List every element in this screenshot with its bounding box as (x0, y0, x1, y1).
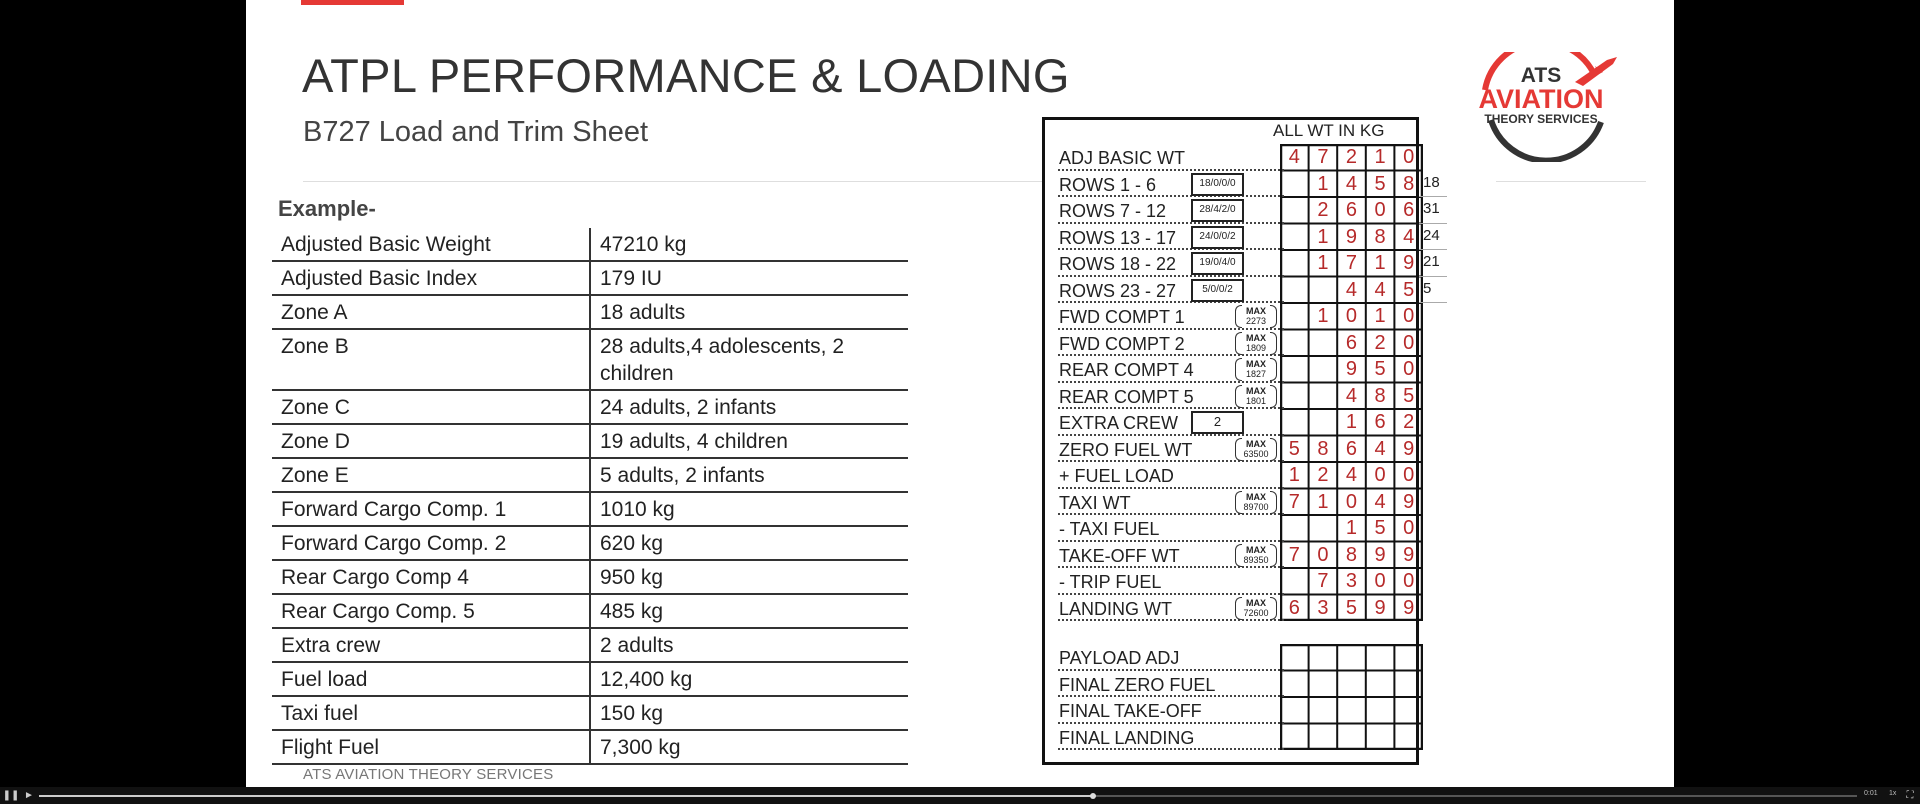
table-row (272, 595, 908, 629)
value-cell: 19 adults, 4 children (589, 425, 908, 457)
digit-cell: 4 (1288, 146, 1300, 168)
presentation-slide (246, 0, 1674, 787)
parameter-cell: Forward Cargo Comp. 2 (281, 532, 507, 555)
final-row (1045, 724, 1416, 751)
table-row (272, 731, 908, 765)
digit-cells (1280, 515, 1423, 542)
value-cell: 950 kg (589, 561, 908, 593)
digit-cell (1280, 303, 1309, 330)
digit-cell: 6 (1345, 437, 1358, 460)
table-row (272, 561, 908, 595)
parameter-cell: Fuel load (281, 668, 368, 691)
dotted-leader (1058, 748, 1284, 750)
digit-cell: 7 (1288, 490, 1300, 513)
logo-theory-services-text: THEORY SERVICES (1484, 112, 1598, 126)
digit-cell (1280, 383, 1309, 410)
max-word: MAX (1246, 491, 1266, 502)
parameter-cell: Taxi fuel (281, 702, 359, 725)
row-label: FINAL TAKE-OFF (1059, 701, 1202, 721)
digit-cell (1280, 568, 1309, 595)
digit-cell: 0 (1403, 358, 1415, 380)
value-cell: 620 kg (589, 527, 908, 559)
digit-cells (1280, 568, 1423, 595)
digit-cell: 1 (1288, 464, 1300, 486)
slide-subtitle: B727 Load and Trim Sheet (303, 116, 649, 148)
side-note-rule (1419, 276, 1447, 277)
row-label: REAR COMPT 4 (1059, 360, 1194, 380)
digit-cell: 9 (1403, 543, 1415, 566)
parameter-cell: Adjusted Basic Weight (281, 233, 491, 256)
digit-cell: 0 (1374, 464, 1386, 486)
load-sheet-row (1045, 542, 1416, 569)
digit-cell (1280, 171, 1309, 198)
row-label: ADJ BASIC WT (1059, 148, 1186, 168)
digit-cell: 9 (1374, 596, 1386, 619)
max-limit-badge (1235, 304, 1277, 329)
max-word: MAX (1246, 438, 1266, 449)
digit-cell (1309, 383, 1338, 410)
digit-cell (1309, 409, 1338, 436)
digit-cells (1280, 462, 1423, 489)
digit-cell: 1 (1374, 146, 1386, 168)
max-word: MAX (1246, 306, 1266, 316)
digit-cell: 7 (1345, 252, 1358, 274)
row-label: TAXI WT (1059, 492, 1131, 513)
value-cell: 28 adults,4 adolescents, 2 children (589, 330, 908, 389)
table-row (272, 425, 908, 459)
table-row (272, 527, 908, 561)
side-note: 5 (1423, 279, 1432, 297)
passenger-count-box: 5/0/0/2 (1191, 279, 1244, 302)
row-label: ROWS 18 - 22 (1059, 254, 1177, 274)
load-sheet-row (1045, 409, 1416, 436)
digit-cells (1280, 595, 1423, 622)
row-label: ROWS 1 - 6 (1059, 174, 1157, 195)
table-row (272, 459, 908, 493)
parameter-cell: Zone E (281, 464, 349, 487)
digit-cell: 0 (1403, 517, 1415, 539)
row-label: FINAL LANDING (1059, 727, 1195, 748)
digit-cell: 6 (1288, 596, 1300, 619)
digit-cell: 9 (1403, 437, 1415, 460)
max-limit-badge (1235, 384, 1277, 409)
digit-cells (1280, 303, 1423, 330)
max-value: 63500 (1243, 448, 1269, 459)
row-label: ROWS 23 - 27 (1059, 280, 1177, 301)
digit-cell (1309, 277, 1338, 304)
time-readout: 0:01 (1864, 790, 1878, 797)
digit-cell: 6 (1403, 199, 1415, 221)
max-limit-badge (1235, 331, 1277, 356)
logo-ats-text: ATS (1520, 64, 1562, 87)
digit-cell: 8 (1317, 437, 1329, 460)
load-sheet-row (1045, 383, 1416, 410)
digit-cell (1280, 515, 1309, 542)
value-cell: 24 adults, 2 infants (589, 391, 908, 423)
parameter-cell: Zone B (281, 335, 349, 358)
digit-cell: 5 (1403, 384, 1415, 407)
parameter-cell: Zone A (281, 301, 348, 324)
digit-cell: 0 (1403, 570, 1415, 592)
volume-icon[interactable]: ► (24, 790, 34, 801)
digit-cell: 0 (1374, 570, 1386, 592)
digit-cell: 4 (1345, 278, 1358, 301)
digit-cell: 5 (1288, 437, 1300, 460)
digit-cell: 7 (1317, 146, 1329, 168)
row-label: FINAL ZERO FUEL (1059, 674, 1216, 695)
load-sheet-row (1045, 595, 1416, 622)
row-label: + FUEL LOAD (1059, 466, 1174, 486)
digit-cell: 2 (1317, 464, 1329, 486)
divider-line-left (303, 181, 1083, 182)
digit-cell (1280, 277, 1309, 304)
load-sheet-row (1045, 489, 1416, 516)
value-cell: 18 adults (589, 296, 908, 328)
value-cell: 47210 kg (589, 228, 908, 260)
digit-cells (1280, 171, 1423, 198)
table-row (272, 296, 908, 330)
max-word: MAX (1246, 597, 1266, 608)
example-table (272, 228, 908, 765)
side-note: 18 (1423, 173, 1440, 191)
digit-cell: 2 (1374, 331, 1386, 354)
pause-icon[interactable]: ❚❚ (2, 790, 20, 801)
load-sheet-row (1045, 568, 1416, 595)
digit-cells (1280, 197, 1423, 224)
digit-cell (1280, 224, 1309, 251)
logo-arc-bottom (1491, 120, 1601, 161)
digit-cell: 2 (1345, 146, 1358, 168)
max-value: 1801 (1245, 395, 1267, 406)
example-label: Example- (278, 196, 376, 221)
digit-cells (1280, 409, 1423, 436)
table-row (272, 629, 908, 663)
value-cell: 1010 kg (589, 493, 908, 525)
row-label: ROWS 7 - 12 (1059, 201, 1167, 221)
digit-cell (1309, 330, 1338, 357)
digit-cell (1280, 356, 1309, 383)
side-note-rule (1419, 223, 1447, 224)
digit-cell: 9 (1403, 596, 1415, 619)
digit-cell: 1 (1345, 411, 1358, 433)
final-row (1045, 671, 1416, 698)
passenger-count-box: 18/0/0/0 (1191, 173, 1244, 196)
digit-cell: 1 (1317, 490, 1329, 513)
side-note: 24 (1423, 226, 1440, 244)
digit-cell: 5 (1345, 596, 1358, 619)
table-row (272, 330, 908, 391)
digit-cell: 6 (1374, 411, 1386, 433)
digit-cells (1280, 436, 1423, 463)
digit-cell: 8 (1345, 543, 1358, 566)
max-limit-badge (1235, 490, 1277, 515)
digit-cell: 4 (1345, 384, 1358, 407)
max-limit-badge (1235, 543, 1277, 568)
digit-cell: 5 (1374, 172, 1386, 195)
value-cell: 179 IU (589, 262, 908, 294)
load-sheet-header: ALL WT IN KG (1273, 121, 1385, 140)
side-note-rule (1419, 249, 1447, 250)
digit-cell: 0 (1317, 543, 1329, 566)
playback-speed-button[interactable]: 1x (1889, 790, 1897, 797)
digit-cell: 7 (1288, 543, 1300, 566)
max-limit-badge (1235, 357, 1277, 382)
digit-cell: 4 (1403, 225, 1415, 248)
load-sheet-row (1045, 277, 1432, 304)
row-label: REAR COMPT 5 (1059, 386, 1194, 407)
load-sheet-row (1045, 303, 1416, 330)
digit-cell: 9 (1403, 490, 1415, 513)
digit-cell: 8 (1374, 225, 1386, 248)
logo-aviation-text: AVIATION (1478, 84, 1604, 114)
value-cell: 5 adults, 2 infants (589, 459, 908, 491)
digit-cell (1309, 515, 1338, 542)
load-sheet-row (1045, 171, 1440, 198)
digit-cell (1309, 356, 1338, 383)
parameter-cell: Flight Fuel (281, 736, 380, 759)
digit-cell: 4 (1345, 172, 1358, 195)
digit-cell: 0 (1345, 305, 1358, 327)
digit-cell: 6 (1345, 199, 1358, 221)
fullscreen-icon[interactable]: ⛶ (1906, 790, 1914, 801)
value-cell: 150 kg (589, 697, 908, 729)
row-label: TAKE-OFF WT (1059, 545, 1180, 566)
digit-cell: 0 (1403, 305, 1415, 327)
digit-cells (1280, 144, 1423, 171)
digit-cell: 1 (1317, 172, 1329, 195)
digit-cell: 8 (1374, 384, 1386, 407)
load-sheet-row (1045, 144, 1416, 171)
digit-cells (1280, 250, 1423, 277)
row-label: FWD COMPT 1 (1059, 307, 1185, 327)
side-note-rule (1419, 302, 1447, 303)
table-row (272, 262, 908, 296)
passenger-count-box: 24/0/0/2 (1191, 226, 1244, 249)
digit-cells (1280, 224, 1423, 251)
digit-cell: 2 (1317, 199, 1329, 221)
digit-cell: 0 (1403, 331, 1415, 354)
digit-cell (1280, 330, 1309, 357)
digit-cell: 1 (1317, 252, 1329, 274)
row-label: ROWS 13 - 17 (1059, 227, 1177, 248)
digit-cell: 0 (1403, 146, 1415, 168)
max-word: MAX (1246, 332, 1266, 343)
parameter-cell: Rear Cargo Comp 4 (281, 566, 469, 589)
row-label: PAYLOAD ADJ (1059, 648, 1180, 668)
max-word: MAX (1246, 544, 1266, 555)
parameter-cell: Zone D (281, 430, 350, 453)
table-row (272, 663, 908, 697)
final-row (1045, 697, 1416, 724)
load-sheet-row (1045, 436, 1416, 463)
parameter-cell: Zone C (281, 396, 350, 419)
load-sheet-row (1045, 515, 1416, 542)
digit-cell: 8 (1403, 172, 1415, 195)
digit-cell: 4 (1374, 437, 1386, 460)
final-row (1045, 644, 1416, 671)
digit-cell: 0 (1345, 490, 1358, 513)
max-value: 89700 (1243, 501, 1269, 512)
digit-cell: 5 (1374, 517, 1386, 539)
digit-cell: 9 (1345, 225, 1358, 248)
slide-footer: ATS AVIATION THEORY SERVICES (303, 766, 554, 783)
digit-cell: 1 (1317, 225, 1329, 248)
row-label: FWD COMPT 2 (1059, 333, 1185, 354)
table-row (272, 697, 908, 731)
accent-bar (301, 0, 404, 5)
crew-count-box: 2 (1191, 411, 1244, 434)
max-word: MAX (1246, 385, 1266, 396)
table-row (272, 493, 908, 527)
parameter-cell: Adjusted Basic Index (281, 267, 478, 290)
load-sheet-row (1045, 462, 1416, 489)
digit-cell (1280, 409, 1309, 436)
load-sheet-row (1045, 197, 1440, 224)
slide-title: ATPL PERFORMANCE & LOADING (302, 49, 1070, 102)
parameter-cell: Forward Cargo Comp. 1 (281, 498, 507, 521)
max-value: 89350 (1243, 554, 1269, 565)
max-value: 1809 (1245, 342, 1267, 353)
side-note-rule (1419, 196, 1447, 197)
progress-scrubber[interactable] (1090, 793, 1096, 799)
max-limit-badge (1235, 437, 1277, 462)
divider-line-right (1496, 181, 1646, 182)
digit-cell: 1 (1317, 305, 1329, 327)
digit-cells (1280, 383, 1423, 410)
value-cell: 7,300 kg (589, 731, 908, 763)
max-value: 1827 (1245, 369, 1267, 379)
max-value: 2273 (1245, 316, 1267, 326)
digit-cells (1280, 277, 1423, 304)
digit-cell: 5 (1374, 358, 1386, 380)
digit-cell: 7 (1317, 570, 1329, 592)
digit-cell: 3 (1345, 570, 1358, 592)
passenger-count-box: 19/0/4/0 (1191, 252, 1244, 275)
ats-logo (1467, 52, 1637, 162)
digit-cell: 2 (1403, 411, 1415, 433)
digit-cells (1280, 489, 1423, 516)
digit-cell: 5 (1403, 278, 1415, 301)
side-note: 31 (1423, 200, 1440, 217)
airplane-icon (1575, 57, 1617, 86)
parameter-cell: Rear Cargo Comp. 5 (281, 600, 475, 623)
progress-fill (39, 795, 1093, 797)
value-cell: 12,400 kg (589, 663, 908, 695)
digit-cell: 1 (1345, 517, 1358, 539)
row-label: - TAXI FUEL (1059, 519, 1160, 539)
side-note: 21 (1423, 253, 1440, 270)
digit-cell: 3 (1317, 596, 1329, 619)
digit-cell: 4 (1374, 278, 1386, 301)
digit-cell (1280, 250, 1309, 277)
row-label: LANDING WT (1059, 598, 1173, 619)
max-value: 72600 (1243, 607, 1269, 618)
digit-cell: 9 (1374, 543, 1386, 566)
digit-cell: 1 (1374, 252, 1386, 274)
digit-cell: 1 (1374, 305, 1386, 327)
load-trim-sheet (1042, 117, 1440, 765)
digit-cell: 9 (1345, 358, 1358, 380)
digit-cell: 9 (1403, 252, 1415, 274)
passenger-count-box: 28/4/2/0 (1191, 199, 1244, 222)
row-label: EXTRA CREW (1059, 413, 1179, 433)
max-limit-badge (1235, 596, 1277, 621)
video-player-controls (0, 787, 1920, 804)
row-label: ZERO FUEL WT (1059, 439, 1193, 460)
digit-cells (1280, 356, 1423, 383)
digit-cell: 0 (1403, 464, 1415, 486)
max-word: MAX (1246, 359, 1266, 369)
load-sheet-row (1045, 250, 1440, 277)
table-row (272, 391, 908, 425)
digit-cell: 6 (1345, 331, 1358, 354)
progress-bar[interactable] (39, 795, 1857, 797)
load-sheet-row (1045, 224, 1440, 251)
row-label: - TRIP FUEL (1059, 572, 1162, 592)
load-sheet-row (1045, 356, 1416, 383)
value-cell: 485 kg (589, 595, 908, 627)
digit-cell: 4 (1374, 490, 1386, 513)
digit-cell: 4 (1345, 464, 1358, 486)
digit-cells (1280, 542, 1423, 569)
table-row (272, 228, 908, 262)
parameter-cell: Extra crew (281, 634, 381, 657)
digit-cell: 0 (1374, 199, 1386, 221)
digit-cells (1280, 330, 1423, 357)
value-cell: 2 adults (589, 629, 908, 661)
load-sheet-row (1045, 330, 1416, 357)
digit-cell (1280, 197, 1309, 224)
